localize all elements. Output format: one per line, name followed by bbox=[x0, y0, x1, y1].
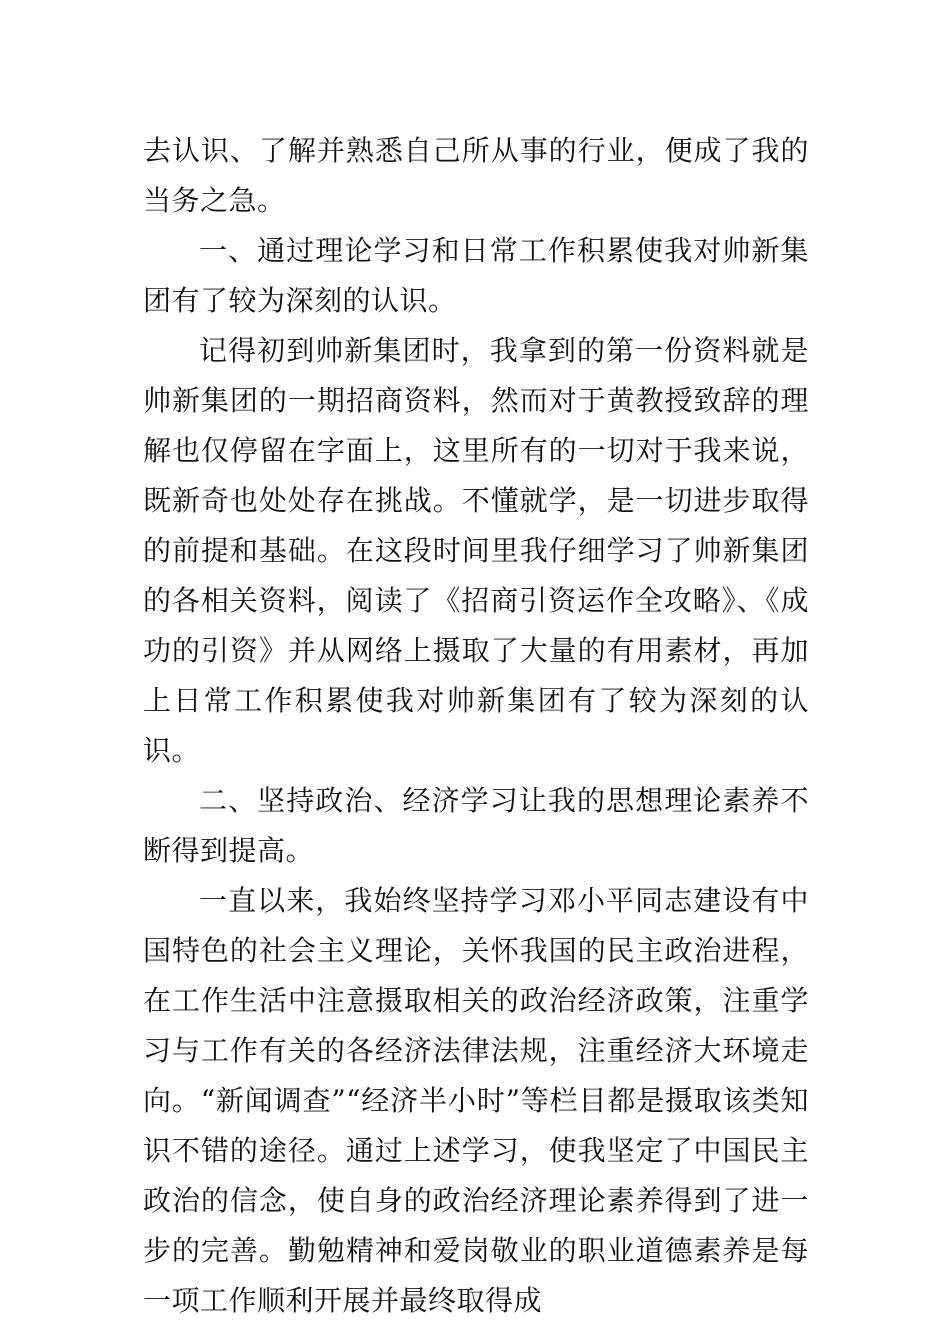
paragraph-section-one: 记得初到帅新集团时，我拿到的第一份资料就是帅新集团的一期招商资料，然而对于黄教授致辞的理解也仅停留在字面上，这里所有的一切对于我来说，既新奇也处处存在挑战。不懂就学，是一切进步取得的前提和基础。在这段时间里我仔细学习了帅新集团的各相关资料，阅读了《招商引资运作全攻略》、《成功的引资》并从网络上摄取了大量的有用素材，再加上日常工作积累使我对帅新集团有了较为深刻的认识。 bbox=[143, 334, 809, 767]
paragraph-section-two: 一直以来，我始终坚持学习邓小平同志建设有中国特色的社会主义理论，关怀我国的民主政治进程，在工作生活中注意摄取相关的政治经济政策，注重学习与工作有关的各经济法律法规，注重经济大环境走向。“新闻调查”“经济半小时”等栏目都是摄取该类知识不错的途径。通过上述学习，使我坚定了中国民主政治的信念，使自身的政治经济理论素养得到了进一步的完善。勤勉精神和爱岗敬业的职业道德素养是每一项工作顺利开展并最终取得成 bbox=[143, 884, 809, 1317]
section-heading-one: 一、通过理论学习和日常工作积累使我对帅新集团有了较为深刻的认识。 bbox=[143, 234, 809, 317]
section-heading-two: 二、坚持政治、经济学习让我的思想理论素养不断得到提高。 bbox=[143, 784, 809, 867]
document-body bbox=[143, 126, 809, 1326]
paragraph-continuation: 去认识、了解并熟悉自己所从事的行业，便成了我的当务之急。 bbox=[143, 134, 809, 217]
